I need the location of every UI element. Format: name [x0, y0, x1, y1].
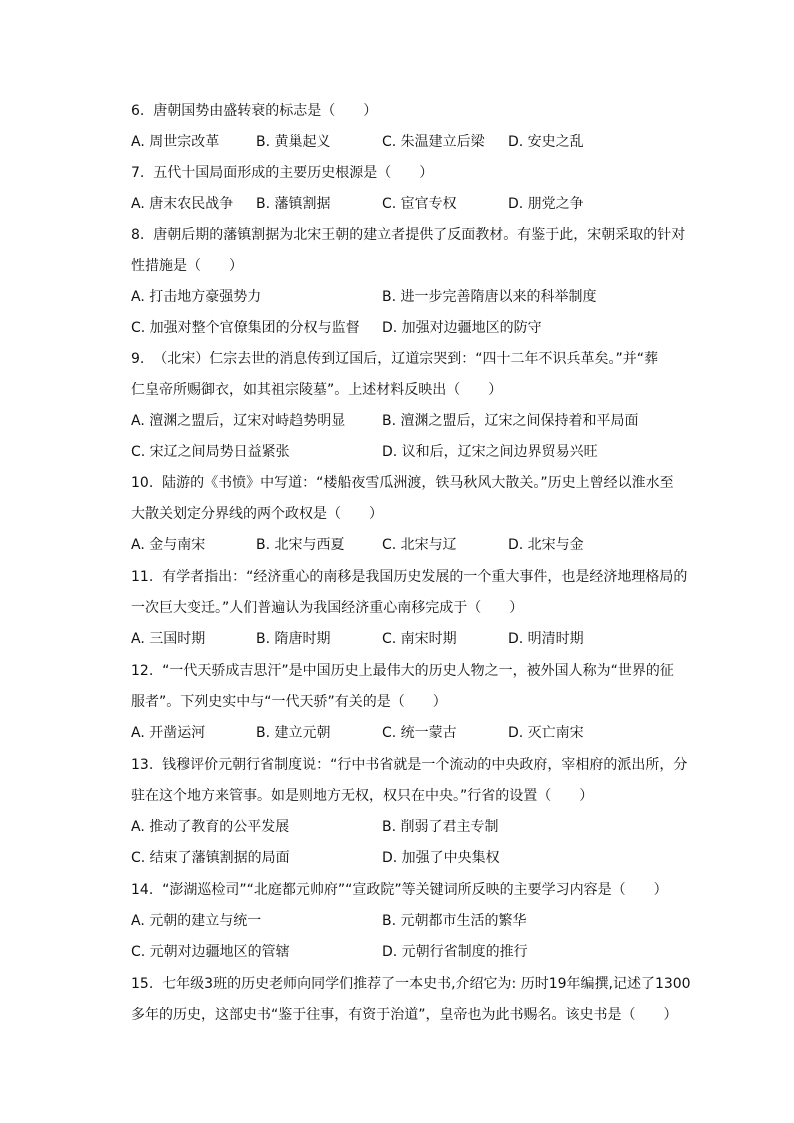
question-10 — [131, 468, 696, 530]
options-row — [131, 530, 731, 561]
options-row — [131, 906, 731, 937]
option-a: A. 三国时期 — [131, 631, 206, 647]
options-row — [131, 313, 731, 344]
question-stem: 10. 陆游的《书愤》中写道：“楼船夜雪瓜洲渡，铁马秋风大散关。”历史上曾经以淮水至 — [131, 475, 674, 491]
question-stem: 9. （北宋）仁宗去世的消息传到辽国后，辽道宗哭到：“四十二年不识兵革矣。”并“葬 — [131, 351, 659, 367]
question-stem: 14. “澎湖巡检司”“北庭都元帅府”“宣政院”等关键词所反映的主要学习内容是（ ） — [131, 882, 668, 898]
question-stem: 7. 五代十国局面形成的主要历史根源是（ ） — [131, 165, 434, 181]
option-a: A. 元朝的建立与统一 — [131, 913, 262, 929]
option-b: B. 建立元朝 — [256, 725, 331, 741]
option-d: D. 加强了中央集权 — [382, 850, 500, 866]
option-b: B. 黄巢起义 — [256, 134, 331, 150]
option-b: B. 元朝都市生活的繁华 — [382, 913, 527, 929]
option-b: B. 藩镇割据 — [256, 196, 331, 212]
question-stem: 12. “一代天骄成吉思汗”是中国历史上最伟大的历史人物之一，被外国人称为“世界的征 — [131, 663, 674, 679]
question-8 — [131, 220, 696, 282]
question-stem-continued: 一次巨大变迁。”人们普遍认为我国经济重心南移完成于（ ） — [131, 600, 524, 616]
options-row — [131, 812, 731, 843]
options-row — [131, 437, 731, 468]
option-c: C. 统一蒙古 — [382, 725, 457, 741]
option-b: B. 澶渊之盟后，辽宋之间保持着和平局面 — [382, 413, 639, 429]
option-c: C. 宦官专权 — [382, 196, 457, 212]
option-a: A. 周世宗改革 — [131, 134, 220, 150]
options-row — [131, 189, 731, 220]
option-a: A. 澶渊之盟后，辽宋对峙趋势明显 — [131, 413, 346, 429]
question-stem: 13. 钱穆评价元朝行省制度说：“行中书省就是一个流动的中央政府，宰相府的派出所，分 — [131, 757, 688, 773]
option-d: D. 安史之乱 — [508, 134, 584, 150]
question-stem-continued: 大散关划定分界线的两个政权是（ ） — [131, 506, 383, 522]
question-stem: 15. 七年级3班的历史老师向同学们推荐了一本史书,介绍它为: 历时19年编撰,记述了1300 — [131, 976, 691, 992]
option-c: C. 加强对整个官僚集团的分权与监督 — [131, 320, 360, 336]
options-row — [131, 937, 731, 968]
options-row — [131, 843, 731, 874]
question-12 — [131, 656, 696, 718]
option-c: C. 元朝对边疆地区的管辖 — [131, 944, 290, 960]
question-11 — [131, 562, 696, 624]
option-b: B. 隋唐时期 — [256, 631, 331, 647]
option-a: A. 金与南宋 — [131, 537, 206, 553]
option-c: C. 结束了藩镇割据的局面 — [131, 850, 290, 866]
option-a: A. 唐末农民战争 — [131, 196, 234, 212]
option-b: B. 进一步完善隋唐以来的科举制度 — [382, 289, 597, 305]
question-stem-continued: 服者”。下列史实中与“一代天骄”有关的是（ ） — [131, 694, 447, 710]
question-stem: 11. 有学者指出：“经济重心的南移是我国历史发展的一个重大事件，也是经济地理格局的 — [131, 569, 688, 585]
option-c: C. 北宋与辽 — [382, 537, 457, 553]
option-b: B. 北宋与西夏 — [256, 537, 345, 553]
option-c: C. 朱温建立后梁 — [382, 134, 485, 150]
question-6 — [131, 96, 696, 127]
option-d: D. 元朝行省制度的推行 — [382, 944, 528, 960]
question-9 — [131, 344, 696, 406]
options-row — [131, 406, 731, 437]
question-stem-continued: 性措施是（ ） — [131, 258, 243, 274]
question-14 — [131, 875, 696, 906]
question-13 — [131, 750, 696, 812]
question-15 — [131, 969, 696, 1031]
option-d: D. 灭亡南宋 — [508, 725, 584, 741]
question-7 — [131, 158, 696, 189]
options-row — [131, 718, 731, 749]
options-row — [131, 624, 731, 655]
option-d: D. 北宋与金 — [508, 537, 584, 553]
option-a: A. 开凿运河 — [131, 725, 206, 741]
option-d: D. 朋党之争 — [508, 196, 584, 212]
question-stem-continued: 仁皇帝所赐御衣，如其祖宗陵墓”。上述材料反映出（ ） — [131, 382, 503, 398]
option-a: A. 打击地方豪强势力 — [131, 289, 262, 305]
question-stem-continued: 驻在这个地方来管事。如是则地方无权，权只在中央。”行省的设置（ ） — [131, 788, 594, 804]
option-c: C. 宋辽之间局势日益紧张 — [131, 444, 290, 460]
options-row — [131, 127, 731, 158]
options-row — [131, 282, 731, 313]
option-d: D. 议和后，辽宋之间边界贸易兴旺 — [382, 444, 598, 460]
option-d: D. 明清时期 — [508, 631, 584, 647]
question-stem-continued: 多年的历史，这部史书“鉴于往事，有资于治道”，皇帝也为此书赐名。该史书是（ ） — [131, 1007, 678, 1023]
option-b: B. 削弱了君主专制 — [382, 819, 499, 835]
option-c: C. 南宋时期 — [382, 631, 457, 647]
question-stem: 6. 唐朝国势由盛转衰的标志是（ ） — [131, 103, 378, 119]
option-d: D. 加强对边疆地区的防守 — [382, 320, 542, 336]
question-stem: 8. 唐朝后期的藩镇割据为北宋王朝的建立者提供了反面教材。有鉴于此，宋朝采取的针对 — [131, 227, 686, 243]
option-a: A. 推动了教育的公平发展 — [131, 819, 290, 835]
